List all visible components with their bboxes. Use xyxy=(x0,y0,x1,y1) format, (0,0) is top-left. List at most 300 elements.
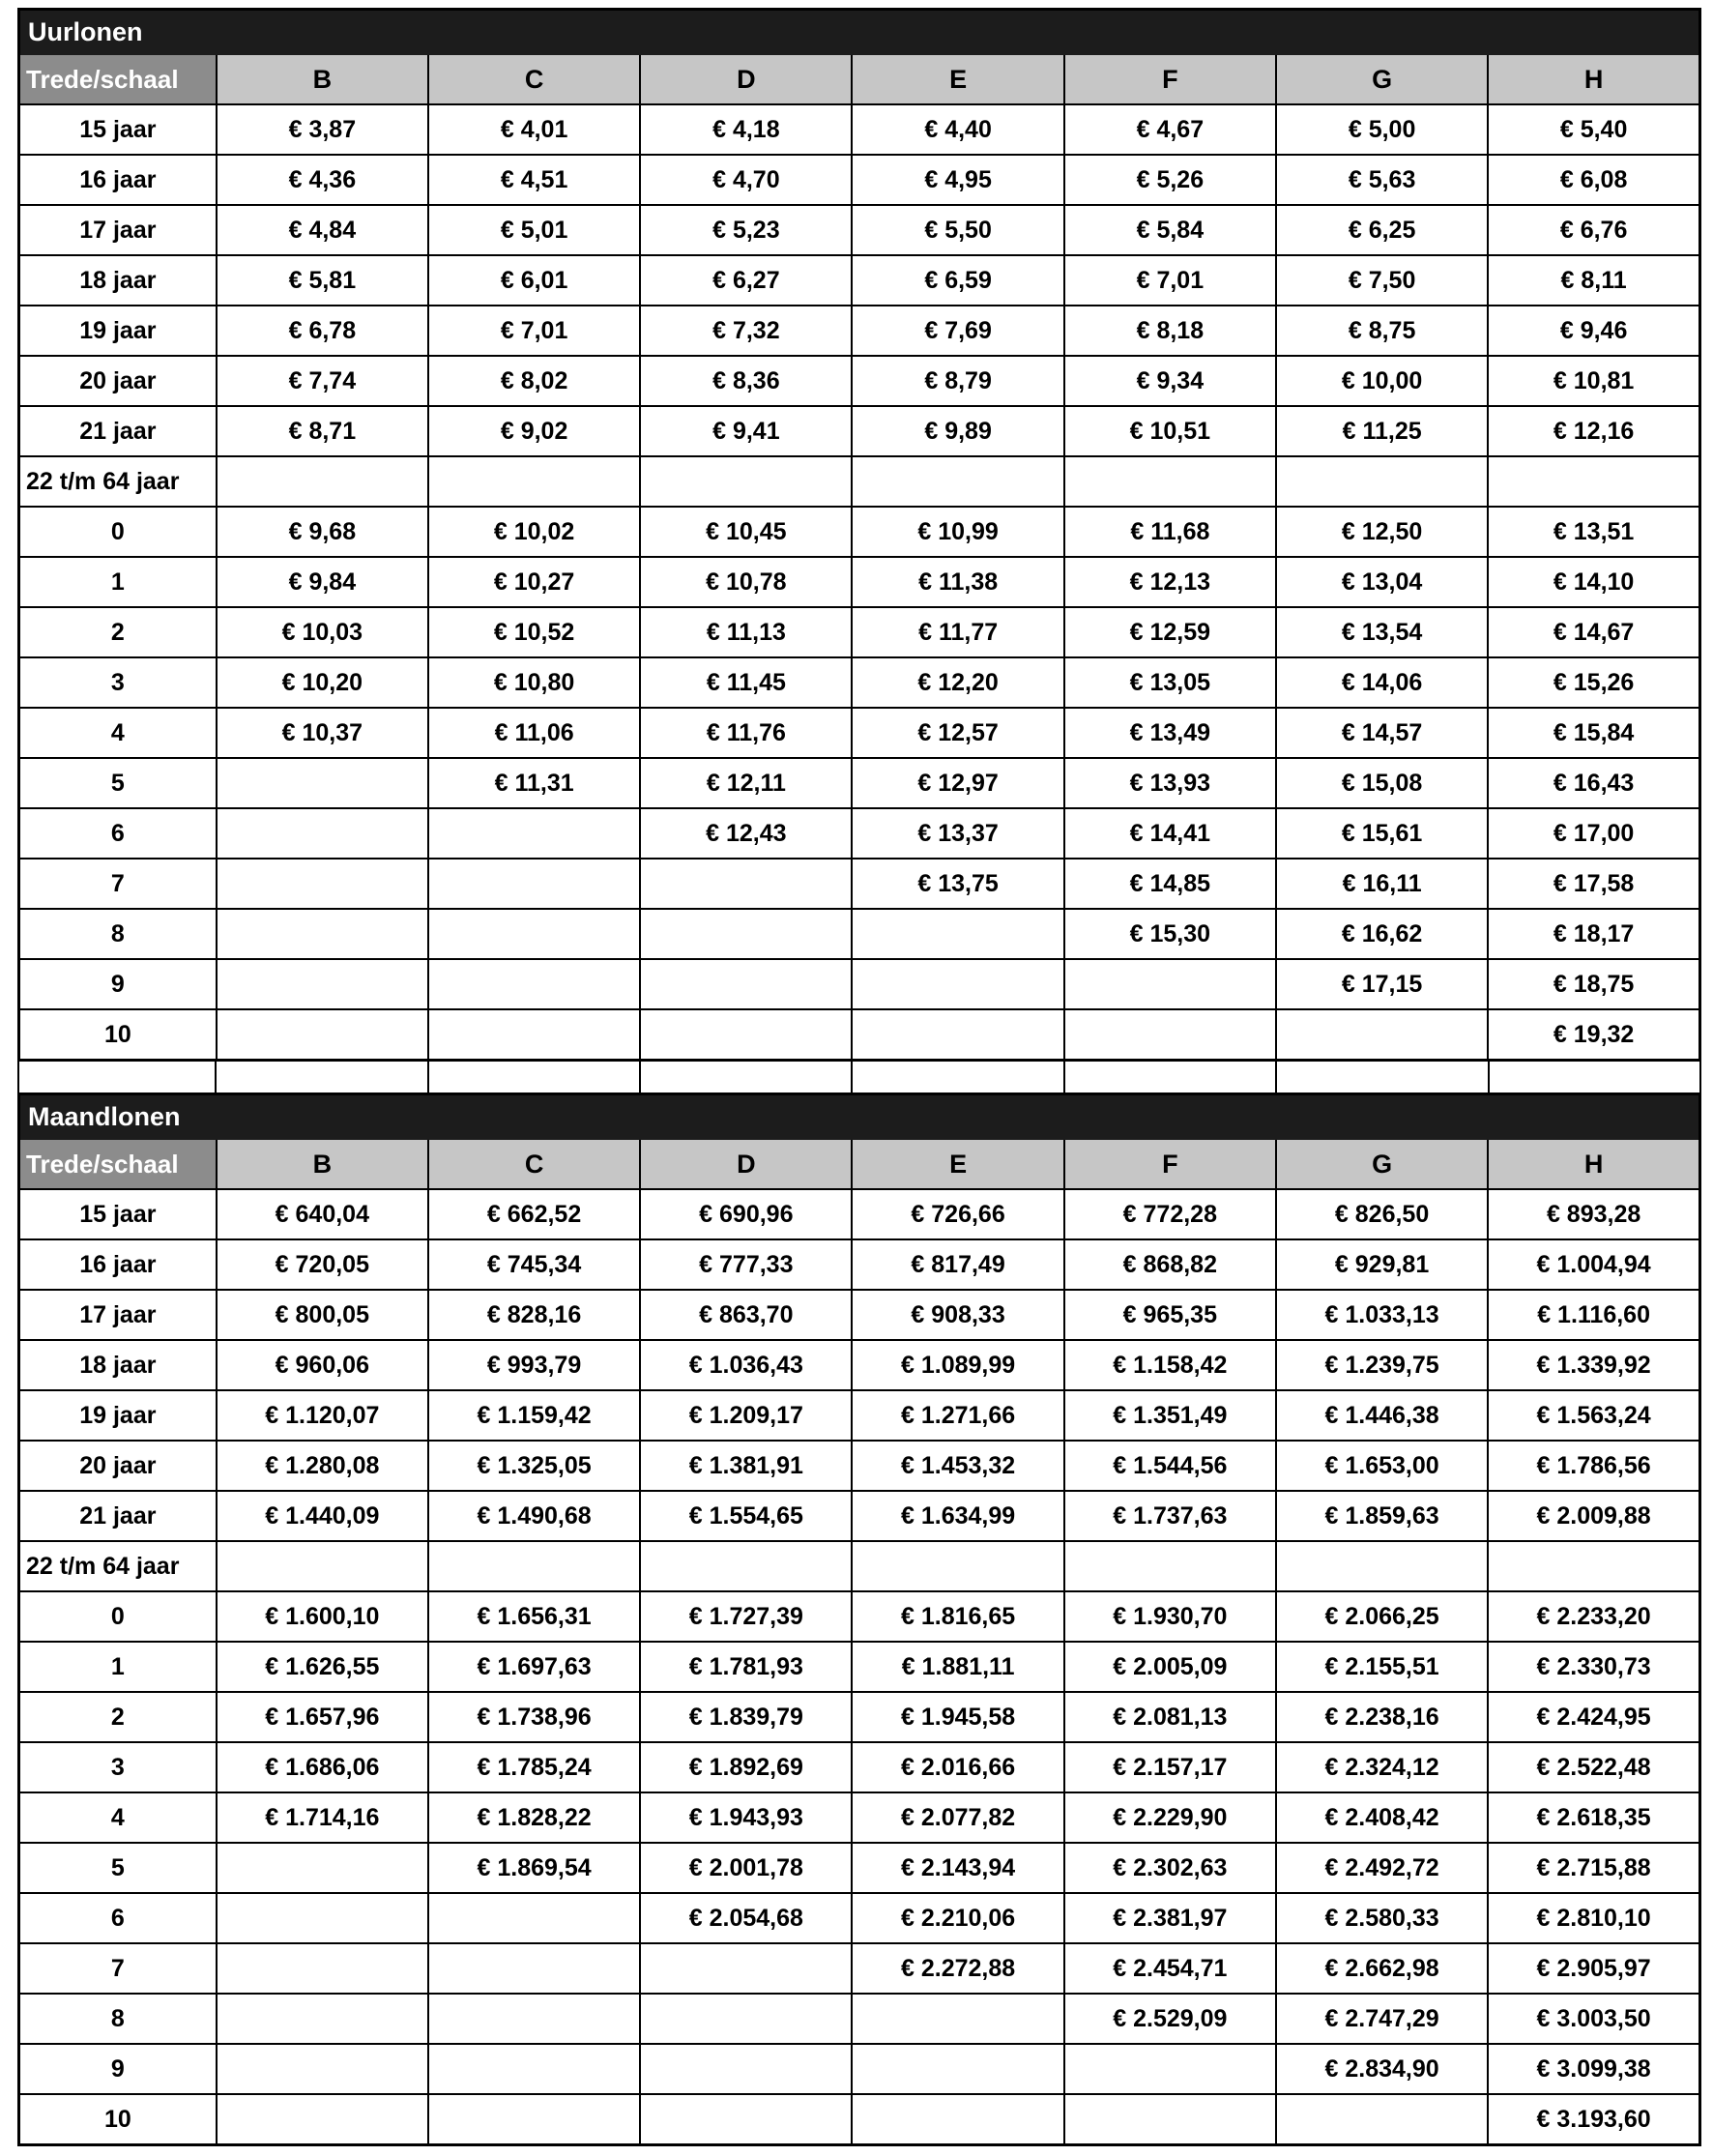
cell-value: € 17,58 xyxy=(1488,859,1699,909)
row-label: 9 xyxy=(19,959,217,1009)
cell-value: € 6,08 xyxy=(1488,155,1699,205)
cell-value: € 12,20 xyxy=(852,657,1063,708)
cell-value: € 2.492,72 xyxy=(1276,1843,1488,1893)
row-label: 8 xyxy=(19,909,217,959)
cell-value: € 1.544,56 xyxy=(1064,1441,1276,1491)
table-row xyxy=(19,507,1700,557)
row-label: 17 jaar xyxy=(19,205,217,255)
cell-value: € 6,76 xyxy=(1488,205,1699,255)
cell-value: € 10,03 xyxy=(217,607,428,657)
cell-value: € 2.905,97 xyxy=(1488,1943,1699,1994)
empty-cell xyxy=(217,1541,428,1591)
empty-cell xyxy=(428,1541,640,1591)
cell-value: € 2.272,88 xyxy=(852,1943,1063,1994)
row-label: 16 jaar xyxy=(19,1239,217,1290)
empty-cell xyxy=(428,456,640,507)
column-header-d: D xyxy=(640,54,852,104)
cell-value: € 10,52 xyxy=(428,607,640,657)
row-label: 10 xyxy=(19,2094,217,2145)
cell-value: € 1.697,63 xyxy=(428,1642,640,1692)
cell-value: € 2.233,20 xyxy=(1488,1591,1699,1642)
cell-value: € 1.004,94 xyxy=(1488,1239,1699,1290)
cell-value: € 4,51 xyxy=(428,155,640,205)
row-label: 5 xyxy=(19,1843,217,1893)
column-header-d: D xyxy=(640,1139,852,1189)
cell-value: € 10,00 xyxy=(1276,356,1488,406)
cell-value: € 8,11 xyxy=(1488,255,1699,306)
cell-value: € 1.600,10 xyxy=(217,1591,428,1642)
wage-table-hourly-body xyxy=(19,10,1700,1061)
cell-value: € 10,81 xyxy=(1488,356,1699,406)
cell-value: € 7,69 xyxy=(852,306,1063,356)
empty-cell xyxy=(852,959,1063,1009)
cell-value: € 1.634,99 xyxy=(852,1491,1063,1541)
cell-value: € 1.737,63 xyxy=(1064,1491,1276,1541)
row-label: 0 xyxy=(19,507,217,557)
table-row xyxy=(19,406,1700,456)
cell-value: € 15,08 xyxy=(1276,758,1488,808)
cell-value: € 18,17 xyxy=(1488,909,1699,959)
cell-value: € 2.210,06 xyxy=(852,1893,1063,1943)
cell-value: € 15,84 xyxy=(1488,708,1699,758)
cell-value: € 11,06 xyxy=(428,708,640,758)
separator-cell xyxy=(18,1062,216,1093)
cell-value: € 12,43 xyxy=(640,808,852,859)
cell-value: € 7,50 xyxy=(1276,255,1488,306)
empty-cell xyxy=(428,2094,640,2145)
cell-value: € 2.424,95 xyxy=(1488,1692,1699,1742)
row-label: 6 xyxy=(19,1893,217,1943)
cell-value: € 12,59 xyxy=(1064,607,1276,657)
empty-cell xyxy=(428,1009,640,1061)
cell-value: € 800,05 xyxy=(217,1290,428,1340)
table-row xyxy=(19,1994,1700,2044)
cell-value: € 6,78 xyxy=(217,306,428,356)
cell-value: € 11,68 xyxy=(1064,507,1276,557)
empty-cell xyxy=(1488,456,1699,507)
cell-value: € 2.330,73 xyxy=(1488,1642,1699,1692)
cell-value: € 2.302,63 xyxy=(1064,1843,1276,1893)
cell-value: € 3,87 xyxy=(217,104,428,155)
cell-value: € 3.003,50 xyxy=(1488,1994,1699,2044)
row-label: 10 xyxy=(19,1009,217,1061)
cell-value: € 9,84 xyxy=(217,557,428,607)
cell-value: € 1.271,66 xyxy=(852,1390,1063,1441)
cell-value: € 11,77 xyxy=(852,607,1063,657)
empty-cell xyxy=(640,959,852,1009)
table-row xyxy=(19,607,1700,657)
table-row xyxy=(19,808,1700,859)
table-row xyxy=(19,1189,1700,1239)
empty-cell xyxy=(428,2044,640,2094)
column-header-g: G xyxy=(1276,1139,1488,1189)
cell-value: € 2.077,82 xyxy=(852,1792,1063,1843)
row-label: 17 jaar xyxy=(19,1290,217,1340)
cell-value: € 1.656,31 xyxy=(428,1591,640,1642)
table-row xyxy=(19,1692,1700,1742)
cell-value: € 9,46 xyxy=(1488,306,1699,356)
table-separator xyxy=(17,1062,1701,1093)
table-section-row xyxy=(19,1541,1700,1591)
cell-value: € 2.005,09 xyxy=(1064,1642,1276,1692)
row-label: 18 jaar xyxy=(19,1340,217,1390)
empty-cell xyxy=(428,1893,640,1943)
table-title-row xyxy=(19,10,1700,55)
cell-value: € 8,75 xyxy=(1276,306,1488,356)
empty-cell xyxy=(428,808,640,859)
table-row xyxy=(19,1642,1700,1692)
cell-value: € 10,51 xyxy=(1064,406,1276,456)
cell-value: € 11,13 xyxy=(640,607,852,657)
cell-value: € 1.727,39 xyxy=(640,1591,852,1642)
table-row xyxy=(19,255,1700,306)
row-label: 21 jaar xyxy=(19,406,217,456)
cell-value: € 12,57 xyxy=(852,708,1063,758)
table-row xyxy=(19,1893,1700,1943)
cell-value: € 5,63 xyxy=(1276,155,1488,205)
table-header-row xyxy=(19,54,1700,104)
cell-value: € 13,49 xyxy=(1064,708,1276,758)
cell-value: € 1.239,75 xyxy=(1276,1340,1488,1390)
cell-value: € 9,41 xyxy=(640,406,852,456)
cell-value: € 5,26 xyxy=(1064,155,1276,205)
empty-cell xyxy=(852,456,1063,507)
cell-value: € 4,01 xyxy=(428,104,640,155)
cell-value: € 1.381,91 xyxy=(640,1441,852,1491)
table-row xyxy=(19,306,1700,356)
cell-value: € 1.657,96 xyxy=(217,1692,428,1742)
table-section-row xyxy=(19,456,1700,507)
cell-value: € 662,52 xyxy=(428,1189,640,1239)
cell-value: € 15,61 xyxy=(1276,808,1488,859)
cell-value: € 5,23 xyxy=(640,205,852,255)
cell-value: € 2.834,90 xyxy=(1276,2044,1488,2094)
cell-value: € 777,33 xyxy=(640,1239,852,1290)
cell-value: € 2.009,88 xyxy=(1488,1491,1699,1541)
row-label: 9 xyxy=(19,2044,217,2094)
row-label: 1 xyxy=(19,1642,217,1692)
row-label: 2 xyxy=(19,607,217,657)
cell-value: € 772,28 xyxy=(1064,1189,1276,1239)
column-header-h: H xyxy=(1488,1139,1699,1189)
table-title-row xyxy=(19,1094,1700,1140)
separator-cell xyxy=(1276,1062,1488,1093)
cell-value: € 2.066,25 xyxy=(1276,1591,1488,1642)
cell-value: € 10,45 xyxy=(640,507,852,557)
empty-cell xyxy=(428,1943,640,1994)
section-label: 22 t/m 64 jaar xyxy=(19,1541,217,1591)
row-label: 6 xyxy=(19,808,217,859)
cell-value: € 929,81 xyxy=(1276,1239,1488,1290)
empty-cell xyxy=(217,909,428,959)
empty-cell xyxy=(852,1009,1063,1061)
cell-value: € 5,00 xyxy=(1276,104,1488,155)
empty-cell xyxy=(852,1994,1063,2044)
empty-cell xyxy=(640,1943,852,1994)
table-row xyxy=(19,909,1700,959)
cell-value: € 4,95 xyxy=(852,155,1063,205)
cell-value: € 2.001,78 xyxy=(640,1843,852,1893)
empty-cell xyxy=(852,2044,1063,2094)
cell-value: € 8,02 xyxy=(428,356,640,406)
cell-value: € 7,74 xyxy=(217,356,428,406)
table-row xyxy=(19,1843,1700,1893)
separator-cell xyxy=(1489,1062,1700,1093)
cell-value: € 1.859,63 xyxy=(1276,1491,1488,1541)
cell-value: € 5,01 xyxy=(428,205,640,255)
cell-value: € 868,82 xyxy=(1064,1239,1276,1290)
empty-cell xyxy=(1276,1009,1488,1061)
cell-value: € 1.786,56 xyxy=(1488,1441,1699,1491)
cell-value: € 2.454,71 xyxy=(1064,1943,1276,1994)
empty-cell xyxy=(217,456,428,507)
cell-value: € 14,06 xyxy=(1276,657,1488,708)
cell-value: € 2.529,09 xyxy=(1064,1994,1276,2044)
row-label: 4 xyxy=(19,1792,217,1843)
table-row xyxy=(19,1491,1700,1541)
header-corner-label: Trede/schaal xyxy=(19,1139,217,1189)
cell-value: € 965,35 xyxy=(1064,1290,1276,1340)
table-row xyxy=(19,155,1700,205)
separator-cell xyxy=(216,1062,427,1093)
cell-value: € 1.036,43 xyxy=(640,1340,852,1390)
cell-value: € 1.686,06 xyxy=(217,1742,428,1792)
cell-value: € 9,89 xyxy=(852,406,1063,456)
cell-value: € 9,34 xyxy=(1064,356,1276,406)
row-label: 19 jaar xyxy=(19,306,217,356)
cell-value: € 9,68 xyxy=(217,507,428,557)
cell-value: € 12,50 xyxy=(1276,507,1488,557)
table-row xyxy=(19,1239,1700,1290)
empty-cell xyxy=(640,1994,852,2044)
empty-cell xyxy=(852,2094,1063,2145)
empty-cell xyxy=(640,456,852,507)
cell-value: € 1.626,55 xyxy=(217,1642,428,1692)
cell-value: € 4,70 xyxy=(640,155,852,205)
wage-table-monthly-body xyxy=(19,1094,1700,2145)
column-header-e: E xyxy=(852,54,1063,104)
cell-value: € 15,26 xyxy=(1488,657,1699,708)
cell-value: € 908,33 xyxy=(852,1290,1063,1340)
table-row xyxy=(19,104,1700,155)
row-label: 1 xyxy=(19,557,217,607)
cell-value: € 1.653,00 xyxy=(1276,1441,1488,1491)
table-row xyxy=(19,1340,1700,1390)
separator-cell xyxy=(640,1062,852,1093)
table-row xyxy=(19,1390,1700,1441)
column-header-c: C xyxy=(428,1139,640,1189)
cell-value: € 19,32 xyxy=(1488,1009,1699,1061)
row-label: 15 jaar xyxy=(19,104,217,155)
empty-cell xyxy=(1064,1009,1276,1061)
row-label: 7 xyxy=(19,859,217,909)
cell-value: € 1.325,05 xyxy=(428,1441,640,1491)
empty-cell xyxy=(217,1843,428,1893)
cell-value: € 1.945,58 xyxy=(852,1692,1063,1742)
row-label: 7 xyxy=(19,1943,217,1994)
cell-value: € 4,36 xyxy=(217,155,428,205)
row-label: 2 xyxy=(19,1692,217,1742)
table-row xyxy=(19,1943,1700,1994)
empty-cell xyxy=(1064,1541,1276,1591)
cell-value: € 8,79 xyxy=(852,356,1063,406)
wage-table-monthly xyxy=(17,1093,1701,2146)
table-row xyxy=(19,1742,1700,1792)
cell-value: € 10,80 xyxy=(428,657,640,708)
table-row xyxy=(19,1009,1700,1061)
cell-value: € 1.892,69 xyxy=(640,1742,852,1792)
cell-value: € 10,78 xyxy=(640,557,852,607)
cell-value: € 2.662,98 xyxy=(1276,1943,1488,1994)
empty-cell xyxy=(1276,2094,1488,2145)
column-header-e: E xyxy=(852,1139,1063,1189)
table-row xyxy=(19,1441,1700,1491)
cell-value: € 13,54 xyxy=(1276,607,1488,657)
cell-value: € 11,76 xyxy=(640,708,852,758)
cell-value: € 16,43 xyxy=(1488,758,1699,808)
cell-value: € 7,01 xyxy=(428,306,640,356)
cell-value: € 13,05 xyxy=(1064,657,1276,708)
cell-value: € 1.209,17 xyxy=(640,1390,852,1441)
row-label: 8 xyxy=(19,1994,217,2044)
cell-value: € 6,01 xyxy=(428,255,640,306)
empty-cell xyxy=(217,959,428,1009)
cell-value: € 10,27 xyxy=(428,557,640,607)
cell-value: € 2.324,12 xyxy=(1276,1742,1488,1792)
cell-value: € 7,32 xyxy=(640,306,852,356)
row-label: 4 xyxy=(19,708,217,758)
cell-value: € 2.157,17 xyxy=(1064,1742,1276,1792)
cell-value: € 1.159,42 xyxy=(428,1390,640,1441)
row-label: 0 xyxy=(19,1591,217,1642)
cell-value: € 11,31 xyxy=(428,758,640,808)
empty-cell xyxy=(1276,1541,1488,1591)
cell-value: € 12,11 xyxy=(640,758,852,808)
empty-cell xyxy=(428,859,640,909)
table-row xyxy=(19,1792,1700,1843)
empty-cell xyxy=(852,1541,1063,1591)
cell-value: € 15,30 xyxy=(1064,909,1276,959)
cell-value: € 1.785,24 xyxy=(428,1742,640,1792)
row-label: 18 jaar xyxy=(19,255,217,306)
table-row xyxy=(19,1290,1700,1340)
cell-value: € 1.554,65 xyxy=(640,1491,852,1541)
cell-value: € 14,57 xyxy=(1276,708,1488,758)
cell-value: € 2.238,16 xyxy=(1276,1692,1488,1742)
cell-value: € 18,75 xyxy=(1488,959,1699,1009)
cell-value: € 7,01 xyxy=(1064,255,1276,306)
row-label: 20 jaar xyxy=(19,356,217,406)
cell-value: € 11,25 xyxy=(1276,406,1488,456)
section-label: 22 t/m 64 jaar xyxy=(19,456,217,507)
table-header-row xyxy=(19,1139,1700,1189)
cell-value: € 2.715,88 xyxy=(1488,1843,1699,1893)
header-corner-label: Trede/schaal xyxy=(19,54,217,104)
separator-cell xyxy=(428,1062,640,1093)
cell-value: € 4,84 xyxy=(217,205,428,255)
empty-cell xyxy=(428,1994,640,2044)
cell-value: € 9,02 xyxy=(428,406,640,456)
column-header-f: F xyxy=(1064,54,1276,104)
row-label: 3 xyxy=(19,657,217,708)
cell-value: € 14,41 xyxy=(1064,808,1276,859)
cell-value: € 863,70 xyxy=(640,1290,852,1340)
empty-cell xyxy=(217,1893,428,1943)
cell-value: € 1.943,93 xyxy=(640,1792,852,1843)
cell-value: € 893,28 xyxy=(1488,1189,1699,1239)
row-label: 21 jaar xyxy=(19,1491,217,1541)
cell-value: € 828,16 xyxy=(428,1290,640,1340)
cell-value: € 1.881,11 xyxy=(852,1642,1063,1692)
cell-value: € 826,50 xyxy=(1276,1189,1488,1239)
cell-value: € 720,05 xyxy=(217,1239,428,1290)
cell-value: € 2.229,90 xyxy=(1064,1792,1276,1843)
cell-value: € 1.089,99 xyxy=(852,1340,1063,1390)
cell-value: € 6,59 xyxy=(852,255,1063,306)
cell-value: € 11,45 xyxy=(640,657,852,708)
cell-value: € 1.033,13 xyxy=(1276,1290,1488,1340)
row-label: 16 jaar xyxy=(19,155,217,205)
empty-cell xyxy=(640,1009,852,1061)
cell-value: € 5,84 xyxy=(1064,205,1276,255)
cell-value: € 1.781,93 xyxy=(640,1642,852,1692)
empty-cell xyxy=(217,1943,428,1994)
cell-value: € 1.351,49 xyxy=(1064,1390,1276,1441)
empty-cell xyxy=(217,1009,428,1061)
cell-value: € 10,20 xyxy=(217,657,428,708)
column-header-f: F xyxy=(1064,1139,1276,1189)
cell-value: € 6,27 xyxy=(640,255,852,306)
empty-cell xyxy=(428,959,640,1009)
cell-value: € 14,85 xyxy=(1064,859,1276,909)
column-header-b: B xyxy=(217,1139,428,1189)
cell-value: € 1.828,22 xyxy=(428,1792,640,1843)
cell-value: € 1.116,60 xyxy=(1488,1290,1699,1340)
cell-value: € 5,40 xyxy=(1488,104,1699,155)
table-row xyxy=(19,859,1700,909)
cell-value: € 12,97 xyxy=(852,758,1063,808)
cell-value: € 5,81 xyxy=(217,255,428,306)
empty-cell xyxy=(640,909,852,959)
separator-cell xyxy=(1064,1062,1276,1093)
cell-value: € 1.339,92 xyxy=(1488,1340,1699,1390)
cell-value: € 6,25 xyxy=(1276,205,1488,255)
table-row xyxy=(19,1591,1700,1642)
cell-value: € 690,96 xyxy=(640,1189,852,1239)
cell-value: € 2.381,97 xyxy=(1064,1893,1276,1943)
cell-value: € 11,38 xyxy=(852,557,1063,607)
table-row xyxy=(19,959,1700,1009)
cell-value: € 2.747,29 xyxy=(1276,1994,1488,2044)
empty-cell xyxy=(852,909,1063,959)
cell-value: € 1.738,96 xyxy=(428,1692,640,1742)
cell-value: € 12,13 xyxy=(1064,557,1276,607)
cell-value: € 745,34 xyxy=(428,1239,640,1290)
cell-value: € 1.563,24 xyxy=(1488,1390,1699,1441)
cell-value: € 2.016,66 xyxy=(852,1742,1063,1792)
column-header-g: G xyxy=(1276,54,1488,104)
empty-cell xyxy=(1276,456,1488,507)
cell-value: € 17,00 xyxy=(1488,808,1699,859)
column-header-c: C xyxy=(428,54,640,104)
empty-cell xyxy=(640,2044,852,2094)
empty-cell xyxy=(217,1994,428,2044)
empty-cell xyxy=(1064,2044,1276,2094)
cell-value: € 993,79 xyxy=(428,1340,640,1390)
table-row xyxy=(19,708,1700,758)
empty-cell xyxy=(640,2094,852,2145)
empty-cell xyxy=(217,859,428,909)
